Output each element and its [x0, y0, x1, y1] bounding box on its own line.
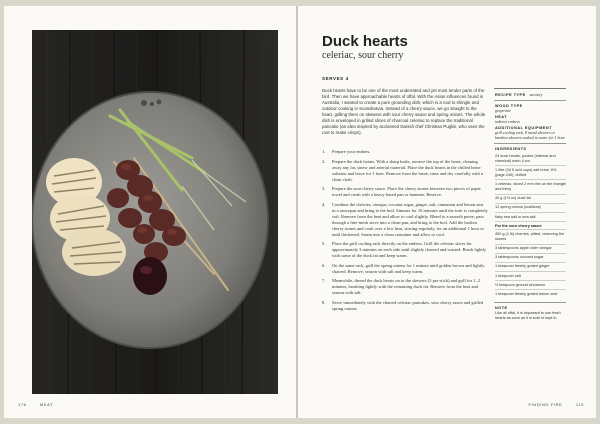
step-number: 6. [322, 262, 326, 268]
sauce-ingredient-item: 1 teaspoon freshly grated ginger [495, 263, 566, 272]
step-number: 7. [322, 278, 326, 283]
step-number: 5. [322, 241, 326, 246]
right-section-name: FINDING FIRE [528, 402, 563, 407]
recipe-title: Duck hearts [322, 33, 408, 50]
wood-type-label: WOOD TYPE [495, 104, 523, 108]
left-page-number: 176 [18, 402, 27, 407]
method-step [322, 278, 488, 296]
recipe-type-value: savoury [529, 92, 543, 97]
note-section [494, 303, 566, 324]
step-text: Prepare the sour cherry sauce. Place the cherry stones between two pieces of paper towel and crush with a heavy based pan or hammer. Reserve. [332, 186, 481, 197]
recipe-type-label: RECIPE TYPE [495, 93, 526, 97]
right-page [298, 6, 596, 418]
step-text: Prepare the duck hearts. With a sharp knife, remove the top of the heart, cleaning away any fat, sinew and arterial material. Place the duck hearts in the chilled brine solution and leave for 1 hour. Remove from the brine, rinse and dry carefully with a clean cloth. [332, 158, 483, 182]
left-page [4, 6, 296, 418]
method-step [322, 263, 488, 275]
step-text: On the same rack, grill the spring onions for 1 minute until golden brown and lightly charred. Remove, season with salt and keep warm. [332, 262, 485, 274]
left-folio [18, 402, 53, 407]
ingredient-item: 1 celeriac, sliced 2 mm thin on the triangle and thinly [495, 180, 566, 194]
method-step [322, 202, 488, 238]
ingredient-item: 24 duck hearts, pooled (internal and chemical) each 4 cm [495, 152, 566, 166]
left-section-name: MEAT [39, 402, 54, 407]
note-label: NOTE [495, 305, 508, 310]
equipment-value: grill cooling rack, 8 metal skewers or bamboo skewers soaked in water for 1 hour [495, 130, 566, 140]
duck-hearts-photo [32, 30, 278, 394]
step-number: 8. [322, 299, 326, 305]
sauce-ingredient-item: 3 tablespoons coconut sugar [495, 254, 566, 263]
method-step [322, 159, 488, 183]
heat-label: HEAT [495, 115, 508, 119]
method-step [322, 241, 488, 259]
right-folio [529, 402, 585, 407]
sauce-ingredient-item: 1 teaspoon salt [495, 272, 566, 281]
heat-value: indirect embers [495, 119, 520, 124]
recipe-subtitle: celeriac, sour cherry [322, 50, 404, 61]
step-number: 1. [322, 149, 326, 154]
step-text: Serve immediately with the charred celeriac pancakes, sour cherry sauce and grilled spring onions. [332, 299, 484, 311]
step-number: 4. [322, 201, 326, 207]
step-text: Prepare your embers. [332, 149, 371, 154]
ingredient-item: 40 g (1½ oz) duck fat [495, 195, 566, 204]
recipe-sidebar [494, 88, 566, 324]
method-step [322, 149, 488, 155]
step-text: Combine the cherries, vinegar, coconut sugar, ginger, salt, cinnamon and lemon zest in a saucepan and bring to the boil. Simmer for 10 minutes until the fruit is completely soft. Remove from the heat and allow to cool slightly. Blend to a smooth puree, pass through a fine-mesh sieve into a clean pan, and bring to the boil. Add the broken cherry stones and cook over a low heat, stirring regularly, for an additional 1 hour or until thickened. Strain into a clean container and allow to cool. [332, 201, 488, 237]
step-number: 2. [322, 158, 326, 164]
recipe-type-row [494, 89, 566, 101]
step-number: 3. [322, 186, 326, 191]
ingredients-section [494, 144, 566, 303]
step-text: Meanwhile, thread the duck hearts on to the skewers (5 per stick) and grill for 1–2 minutes, brushing lightly with the remaining duck fat. Remove from the heat and season with salt. [332, 278, 480, 295]
sauce-ingredient-item: 450 g (1 lb) cherries, pitted, reserving the stones [495, 230, 566, 244]
wood-type-row [494, 101, 566, 144]
method-step [322, 186, 488, 198]
method-step [322, 300, 488, 312]
method-steps [322, 149, 488, 315]
wood-type-value: grapevine [495, 108, 511, 113]
sauce-ingredient-item: 1 teaspoon freshly grated lemon zest [495, 292, 558, 297]
step-text: Place the grill cooling rack directly on the embers. Grill the celeriac slices for approximately 3 minutes on each side until slightly charred and toasted. Brush lightly with some of the duck fat and keep warm. [332, 241, 487, 258]
ingredient-item: 1 litre (34 fl oz/4 cups) salt brine, 6% (page 240), chilled [495, 166, 566, 180]
sauce-ingredient-item: 3 tablespoons apple cider vinegar [495, 245, 566, 254]
sauce-subheading: For the sour cherry sauce [495, 222, 566, 230]
ingredient-item: flaky sea salt or sea salt [495, 213, 566, 222]
recipe-intro: Duck hearts have to be one of the most underrated and yet most tender parts of the bird. Then we have approachable hearts of offal. With the Asian influences found in Australia, I wanted to create a pure grounding dish, which is a nod to shingle and outdoor cooking in Scandinavia. Instead of a cherry sauce, we go straight to the heart, grilling them on skewers with sour cherry sauce and spring onions. The whole dish is enveloped in grilled slices of charcoal celeriac to replace the traditional pancake (an idea inspired by acclaimed Danish chef Christian Puglisi, who uses the root to make crisps). [322, 88, 486, 135]
serves-label: SERVES 4 [322, 76, 349, 81]
sauce-ingredient-item: ½ teaspoon ground cinnamon [495, 281, 566, 290]
ingredient-item: 12 spring onions (scallions) [495, 204, 566, 213]
note-text: Like all offal, it is important to use fresh hearts as soon as it is sold or kept in. [495, 310, 561, 320]
right-page-number: 119 [575, 402, 584, 407]
ingredients-label: INGREDIENTS [495, 147, 527, 151]
equipment-label: ADDITIONAL EQUIPMENT [495, 126, 552, 130]
